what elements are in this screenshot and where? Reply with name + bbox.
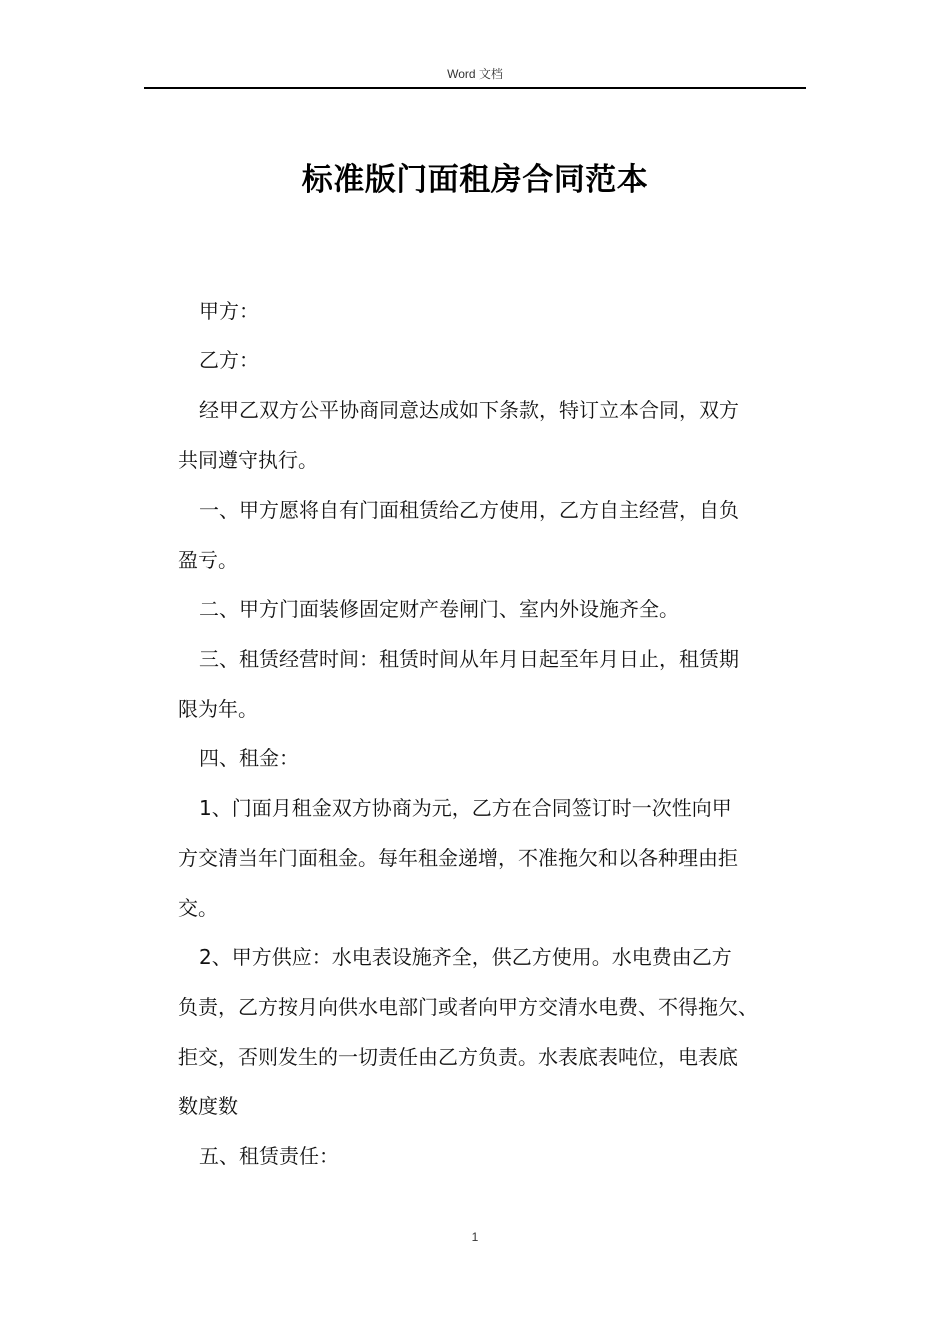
paragraph-line: 二、甲方门面装修固定财产卷闸门、室内外设施齐全。 bbox=[199, 597, 679, 621]
paragraph-line: 1、门面月租金双方协商为元，乙方在合同签订时一次性向甲 bbox=[199, 796, 732, 820]
page-number: 1 bbox=[471, 1230, 479, 1244]
paragraph-line: 限为年。 bbox=[178, 697, 258, 721]
paragraph-line: 盈亏。 bbox=[178, 548, 238, 572]
paragraph-line: 负责，乙方按月向供水电部门或者向甲方交清水电费、不得拖欠、 bbox=[178, 995, 758, 1019]
section-heading: 五、租赁责任： bbox=[199, 1144, 339, 1168]
paragraph-line: 一、甲方愿将自有门面租赁给乙方使用，乙方自主经营，自负 bbox=[199, 498, 739, 522]
page-header: Word 文档 bbox=[447, 67, 503, 81]
paragraph-line: 三、租赁经营时间：租赁时间从年月日起至年月日止，租赁期 bbox=[199, 647, 739, 671]
paragraph-line: 2、甲方供应：水电表设施齐全，供乙方使用。水电费由乙方 bbox=[199, 945, 732, 969]
section-heading: 四、租金： bbox=[199, 746, 299, 770]
document-title: 标准版门面租房合同范本 bbox=[301, 162, 649, 198]
paragraph-line: 经甲乙双方公平协商同意达成如下条款，特订立本合同，双方 bbox=[199, 398, 739, 422]
party-b-line: 乙方： bbox=[199, 348, 259, 372]
paragraph-line: 拒交，否则发生的一切责任由乙方负责。水表底表吨位，电表底 bbox=[178, 1045, 738, 1069]
header-rule bbox=[144, 87, 806, 89]
party-a-line: 甲方： bbox=[199, 299, 259, 323]
paragraph-line: 数度数 bbox=[178, 1094, 238, 1118]
paragraph-line: 交。 bbox=[178, 896, 218, 920]
paragraph-line: 方交清当年门面租金。每年租金递增，不准拖欠和以各种理由拒 bbox=[178, 846, 738, 870]
paragraph-line: 共同遵守执行。 bbox=[178, 448, 318, 472]
